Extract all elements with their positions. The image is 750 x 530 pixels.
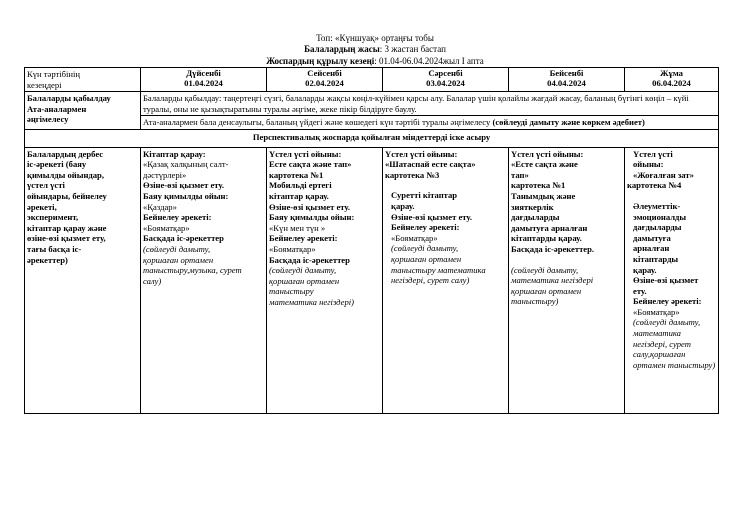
- spacer: [511, 255, 622, 265]
- activity-line: (сөйлеуді дамыту,: [391, 243, 459, 254]
- activity-line: «Бояматқар»: [391, 232, 438, 243]
- activity-line: Кітаптар қарау:: [143, 148, 206, 159]
- section-title: [25, 129, 719, 147]
- activity-line: таныстыру математика: [391, 264, 486, 275]
- activity-line: Мобильді ертегі: [269, 180, 332, 191]
- activity-line: Үстел үсті ойыны:: [269, 148, 342, 159]
- activity-line: дағдыларды: [511, 212, 560, 223]
- activity-line: картотека №4: [627, 180, 682, 191]
- activity-line: математика: [633, 328, 681, 339]
- day-name: Сәрсенбі: [428, 68, 463, 78]
- day-date: 01.04.2024: [184, 77, 223, 88]
- activity-line: кітаптарды: [633, 253, 679, 264]
- day-header-tuesday: [267, 68, 383, 92]
- activity-line: салу,қоршаған: [633, 349, 686, 360]
- activity-line: дағдыларды: [633, 222, 682, 233]
- activity-line: (сөйлеуді дамыту,: [633, 317, 701, 328]
- period-value: : 01.04-06.04.2024жыл I апта: [374, 56, 484, 66]
- activity-line: таныстыру,музыка, сурет: [143, 265, 242, 276]
- activity-line: «Қазақ халқының салт-: [143, 159, 229, 170]
- table-header-row: [25, 68, 719, 92]
- day-header-wednesday: [383, 68, 509, 92]
- age-label: Балалардың жасы: [304, 44, 380, 54]
- activity-line: Бейнелеу әрекеті:: [391, 222, 460, 233]
- group-value: «Күншуақ» ортаңғы тобы: [332, 33, 434, 43]
- spacer: [385, 180, 506, 190]
- activity-line: дамытуға: [633, 232, 671, 243]
- weekly-plan-table: [24, 67, 719, 414]
- activity-line: қоршаған ортамен: [391, 253, 462, 264]
- activity-line: дамытуға арналған: [511, 222, 588, 233]
- activity-line: Бейнелеу әрекеті:: [269, 233, 338, 244]
- activity-line: Басқада іс-әрекеттер: [143, 233, 224, 244]
- activity-line: Өзіне-өзі қызмет ету.: [391, 211, 472, 222]
- period-line: [0, 56, 750, 66]
- monday-activities: [141, 147, 267, 413]
- activity-line: Суретті кітаптар: [391, 190, 458, 201]
- col-header-stages: [25, 68, 141, 92]
- activity-line: «Бояматқар»: [143, 222, 190, 233]
- activity-line: кітаптар қарау.: [269, 190, 329, 201]
- activity-line: ету.: [633, 285, 647, 296]
- label-line: кітаптар қарау және: [27, 222, 107, 233]
- activities-row: [25, 147, 719, 413]
- activity-line: негіздері, сурет салу): [391, 275, 470, 286]
- day-name: Бейсенбі: [549, 68, 584, 78]
- activity-line: (сөйлеуді дамыту,: [511, 264, 579, 275]
- group-label: Топ:: [316, 33, 333, 43]
- activity-line: негіздері, сурет: [633, 338, 691, 349]
- activity-line: тап»: [511, 169, 529, 180]
- activity-line: салу): [143, 275, 162, 286]
- activity-line: Өзіне-өзі қызмет: [633, 275, 699, 286]
- spacer: [627, 191, 716, 201]
- activity-line: таныстыру: [269, 286, 314, 297]
- day-header-thursday: [509, 68, 625, 92]
- activity-line: Танымдық және: [511, 190, 576, 201]
- label-line: эксперимент,: [27, 212, 79, 223]
- friday-activities: [625, 147, 719, 413]
- group-line: [0, 33, 750, 43]
- day-date: 04.04.2024: [547, 77, 586, 88]
- activity-line: «Бояматқар»: [269, 243, 316, 254]
- activity-line: (сөйлеуді дамыту,: [269, 265, 337, 276]
- day-date: 02.04.2024: [305, 77, 344, 88]
- activity-line: Басқада іс-әрекеттер.: [511, 243, 595, 254]
- activity-line: Үстел үсті: [633, 148, 673, 159]
- day-date: 06.04.2024: [652, 77, 691, 88]
- activity-line: «Шатаспай есте сақта»: [385, 159, 476, 170]
- section-row: [25, 129, 719, 147]
- activity-line: Үстел үсті ойыны:: [385, 148, 458, 159]
- activity-line: кітаптарды қарау.: [511, 233, 582, 244]
- activity-line: таныстыру): [511, 296, 559, 307]
- activity-line: картотека №1: [511, 180, 566, 191]
- reception-text-content: Балаларды қабылдау: таңертеңгі сүзгі, балаларды жақсы көңіл-күйімен қарсы алу. Балалар үшін қолайлы жағдай жасау, баланың бүгінгі көңіл – күйі туралы, оны не қызықтыратыны туралы әңгіме, жеке пікір білдіруге баулу.: [143, 93, 689, 114]
- parents-talk-text: [141, 116, 719, 130]
- tuesday-activities: [267, 147, 383, 413]
- activity-line: Баяу қимылды ойын:: [269, 212, 355, 223]
- day-name: Жұма: [660, 68, 683, 78]
- reception-row-a: [25, 92, 719, 116]
- age-line: [0, 44, 750, 54]
- activity-line: Баяу қимылды ойын:: [143, 190, 229, 201]
- activities-label: [25, 147, 141, 413]
- day-name: Дүйсенбі: [186, 68, 221, 78]
- label-line: Балалардың дербес: [27, 148, 104, 159]
- activity-line: «Күн мен түн »: [269, 222, 326, 233]
- col-header-line: кезеңдері: [27, 79, 62, 90]
- label-line: әңгімелесу: [27, 114, 69, 125]
- label-line: әрекеттер): [27, 254, 68, 265]
- label-line: іс-әрекеті (баяу: [27, 159, 87, 170]
- activity-line: математика негіздері): [269, 296, 354, 307]
- period-label: Жоспардың құрылу кезеңі: [266, 56, 375, 66]
- activity-line: Бейнелеу әрекеті:: [143, 212, 212, 223]
- activity-line: Әлеуметтік-: [633, 200, 681, 211]
- activity-line: картотека №1: [269, 169, 324, 180]
- day-header-monday: [141, 68, 267, 92]
- activity-line: қарау.: [391, 200, 415, 211]
- activity-line: Өзіне-өзі қызмет ету.: [143, 180, 224, 191]
- day-name: Сейсенбі: [307, 68, 342, 78]
- parents-talk-bold: (сөйлеуді дамыту және көркем әдебиет): [492, 117, 645, 128]
- label-line: әрекеті,: [27, 201, 57, 212]
- activity-line: Есте сақта және тап»: [269, 159, 352, 170]
- activity-line: математика негіздері: [511, 275, 594, 286]
- activity-line: қарау.: [633, 264, 657, 275]
- day-header-friday: [625, 68, 719, 92]
- activity-line: «Жоғалған зат»: [633, 169, 694, 180]
- activity-line: Өзіне-өзі қызмет ету.: [269, 201, 350, 212]
- label-line: өзіне-өзі қызмет ету,: [27, 233, 106, 244]
- label-line: үстел үсті: [27, 180, 65, 191]
- parents-talk-content: Ата-аналармен бала денсаулығы, баланың үйдегі және көшедегі күн тәртібі туралы әңгімелесу: [143, 117, 493, 128]
- col-header-line: Күн тәртібінің: [27, 69, 81, 79]
- activity-line: «Есте сақта және: [511, 159, 578, 170]
- activity-line: зияткерлік: [511, 201, 554, 212]
- label-line: Ата-аналармен: [27, 103, 87, 114]
- wednesday-activities: [383, 147, 509, 413]
- activity-line: дәстүрлері»: [143, 169, 187, 180]
- activity-line: қоршаған ортамен: [269, 275, 340, 286]
- activity-line: Үстел үсті ойыны:: [511, 148, 584, 159]
- activity-line: эмоционалды: [633, 211, 687, 222]
- day-date: 03.04.2024: [426, 77, 465, 88]
- reception-text: [141, 92, 719, 116]
- label-line: қимылды ойындар,: [27, 169, 104, 180]
- label-line: ойындары, бейнелеу: [27, 190, 107, 201]
- activity-line: Бейнелеу әрекеті:: [633, 296, 702, 307]
- activity-line: қоршаған ортамен: [511, 285, 582, 296]
- activity-line: арналған: [633, 243, 670, 254]
- activity-line: Басқада іс-әрекеттер: [269, 254, 350, 265]
- reception-label: [25, 92, 141, 130]
- thursday-activities: [509, 147, 625, 413]
- activity-line: картотека №3: [385, 169, 440, 180]
- label-line: Балаларды қабылдау: [27, 93, 111, 104]
- activity-line: ойыны:: [633, 159, 664, 170]
- label-line: тағы басқа іс-: [27, 243, 82, 254]
- activity-line: қоршаған ортамен: [143, 254, 214, 265]
- activity-line: (сөйлеуді дамыту,: [143, 243, 211, 254]
- activity-line: «Бояматқар»: [633, 306, 680, 317]
- activity-line: ортамен таныстыру): [633, 359, 716, 370]
- activity-line: «Қаздар»: [143, 201, 177, 212]
- section-title-text: Перспективалық жоспарда қойылған міндеттерді іске асыру: [252, 131, 491, 142]
- age-value: : 3 жастан бастап: [379, 44, 446, 54]
